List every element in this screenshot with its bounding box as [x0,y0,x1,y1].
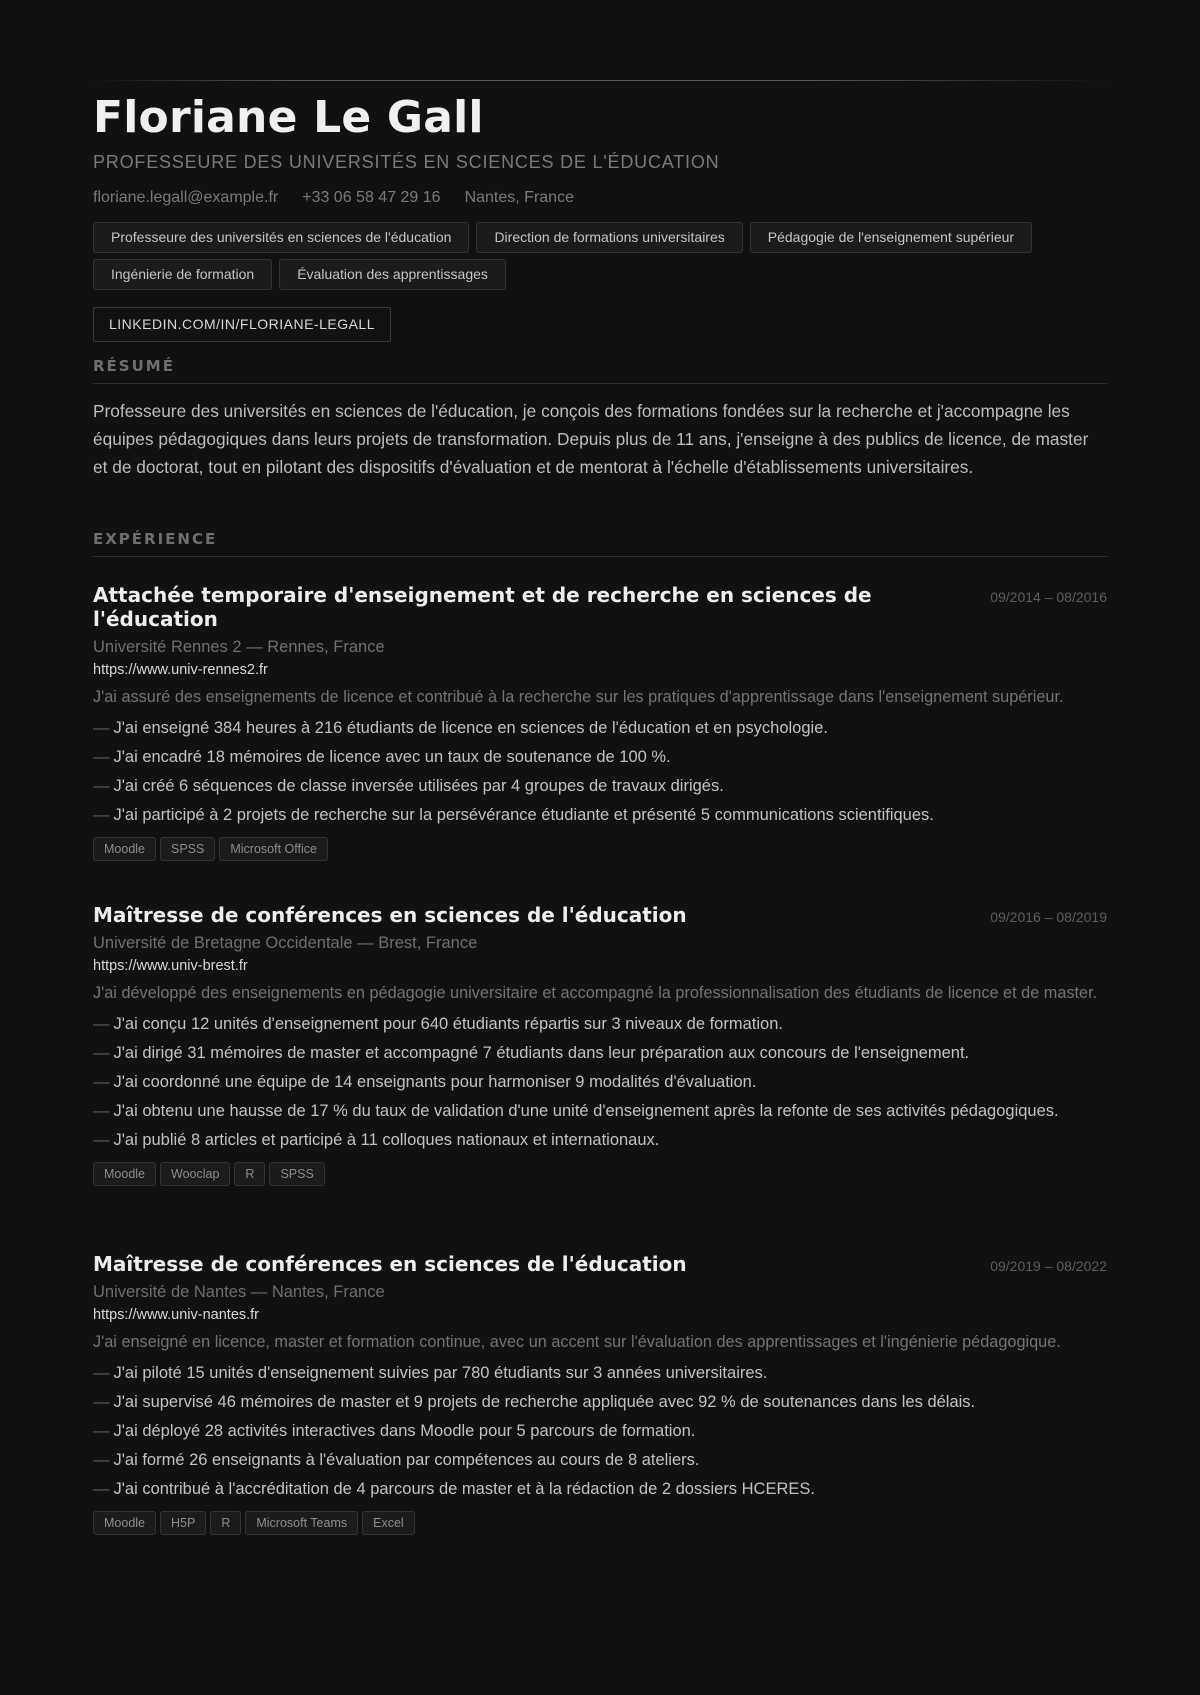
tool-tag: Moodle [93,1162,156,1186]
expertise-tag: Ingénierie de formation [93,259,272,290]
experience-heading: EXPÉRIENCE [93,530,1107,557]
achievement-item: — J'ai participé à 2 projets de recherche sur la persévérance étudiante et présenté 5 communications scientifiques. [93,806,934,824]
tool-tag: SPSS [269,1162,324,1186]
job-tools [93,1162,1107,1186]
job-title: Maîtresse de conférences en sciences de l'éducation [93,903,687,927]
achievement-item: — J'ai conçu 12 unités d'enseignement pour 640 étudiants répartis sur 3 niveaux de formation. [93,1015,783,1033]
achievement-item: — J'ai enseigné 384 heures à 216 étudiants de licence en sciences de l'éducation et en psychologie. [93,719,828,737]
job-tools [93,837,1107,861]
expertise-tag: Pédagogie de l'enseignement supérieur [750,222,1032,253]
top-divider [93,80,1107,81]
job-dates: 09/2019 – 08/2022 [990,1258,1107,1274]
linkedin-link[interactable]: LINKEDIN.COM/IN/FLORIANE-LEGALL [93,307,391,342]
job-url-link[interactable]: https://www.univ-nantes.fr [93,1307,260,1323]
achievement-item: — J'ai créé 6 séquences de classe inversée utilisées par 4 groupes de travaux dirigés. [93,777,724,795]
expertise-tag: Direction de formations universitaires [476,222,742,253]
job-dates: 09/2014 – 08/2016 [990,589,1107,605]
tool-tag: Wooclap [160,1162,230,1186]
email-text[interactable]: floriane.legall@example.fr [93,189,279,206]
tool-tag: H5P [160,1511,206,1535]
achievement-item: — J'ai déployé 28 activités interactives dans Moodle pour 5 parcours de formation. [93,1422,696,1440]
tool-tag: Microsoft Office [219,837,328,861]
achievement-item: — J'ai contribué à l'accréditation de 4 parcours de master et à la rédaction de 2 dossiers HCERES. [93,1480,815,1498]
experience-entry [93,583,1107,861]
job-achievements [93,714,1107,830]
job-url-link[interactable]: https://www.univ-brest.fr [93,958,248,974]
achievement-item: — J'ai publié 8 articles et participé à 11 colloques nationaux et internationaux. [93,1131,660,1149]
phone-text[interactable]: +33 06 58 47 29 16 [302,189,441,206]
job-organization: Université Rennes 2 — Rennes, France [93,638,385,656]
job-dates: 09/2016 – 08/2019 [990,909,1107,925]
job-organization: Université de Bretagne Occidentale — Brest, France [93,934,478,952]
experience-entry [93,903,1107,1186]
tool-tag: R [234,1162,265,1186]
job-achievements [93,1359,1107,1504]
achievement-item: — J'ai piloté 15 unités d'enseignement suivies par 780 étudiants sur 3 années universitaires. [93,1364,768,1382]
achievement-item: — J'ai supervisé 46 mémoires de master et 9 projets de recherche appliquée avec 92 % de soutenances dans les délais. [93,1393,976,1411]
job-organization: Université de Nantes — Nantes, France [93,1283,385,1301]
achievement-item: — J'ai coordonné une équipe de 14 enseignants pour harmoniser 9 modalités d'évaluation. [93,1073,757,1091]
achievement-item: — J'ai dirigé 31 mémoires de master et accompagné 7 étudiants dans leur préparation aux concours de l'enseignement. [93,1044,970,1062]
achievement-item: — J'ai encadré 18 mémoires de licence avec un taux de soutenance de 100 %. [93,748,671,766]
tool-tag: Moodle [93,837,156,861]
experience-entry [93,1252,1107,1535]
contact-info [93,189,574,207]
job-title: Attachée temporaire d'enseignement et de recherche en sciences de l'éducation [93,583,872,631]
job-description: J'ai développé des enseignements en pédagogie universitaire et accompagné la professionnalisation des étudiants de licence et de master. [93,984,1098,1002]
job-headline: PROFESSEURE DES UNIVERSITÉS EN SCIENCES DE L'ÉDUCATION [93,152,720,172]
job-title: Maîtresse de conférences en sciences de l'éducation [93,1252,687,1276]
tool-tag: Microsoft Teams [245,1511,358,1535]
person-name: Floriane Le Gall [93,92,484,143]
achievement-item: — J'ai obtenu une hausse de 17 % du taux de validation d'une unité d'enseignement après la refonte de ses activités pédagogiques. [93,1102,1059,1120]
job-description: J'ai assuré des enseignements de licence et contribué à la recherche sur les pratiques d'apprentissage dans l'enseignement supérieur. [93,688,1064,706]
job-url-link[interactable]: https://www.univ-rennes2.fr [93,662,268,678]
expertise-tag: Évaluation des apprentissages [279,259,506,290]
tool-tag: R [210,1511,241,1535]
expertise-tags [93,222,1107,290]
location-text: Nantes, France [464,189,574,206]
job-tools [93,1511,1107,1535]
summary-text: Professeure des universités en sciences de l'éducation, je conçois des formations fondées sur la recherche et j'accompagne les équipes pédagogiques dans leurs projets de transformation. Depuis plus de 11 ans, j'enseigne à des publics de licence, de master et de doctorat, tout en pilotant des dispositifs d'évaluation et de mentorat à l'échelle d'établissements universitaires. [93,401,1089,477]
achievement-item: — J'ai formé 26 enseignants à l'évaluation par compétences au cours de 8 ateliers. [93,1451,700,1469]
tool-tag: SPSS [160,837,215,861]
summary-heading: RÉSUMÉ [93,357,1107,384]
tool-tag: Excel [362,1511,415,1535]
expertise-tag: Professeure des universités en sciences de l'éducation [93,222,469,253]
tool-tag: Moodle [93,1511,156,1535]
job-description: J'ai enseigné en licence, master et formation continue, avec un accent sur l'évaluation des apprentissages et l'ingénierie pédagogique. [93,1333,1061,1351]
job-achievements [93,1010,1107,1155]
